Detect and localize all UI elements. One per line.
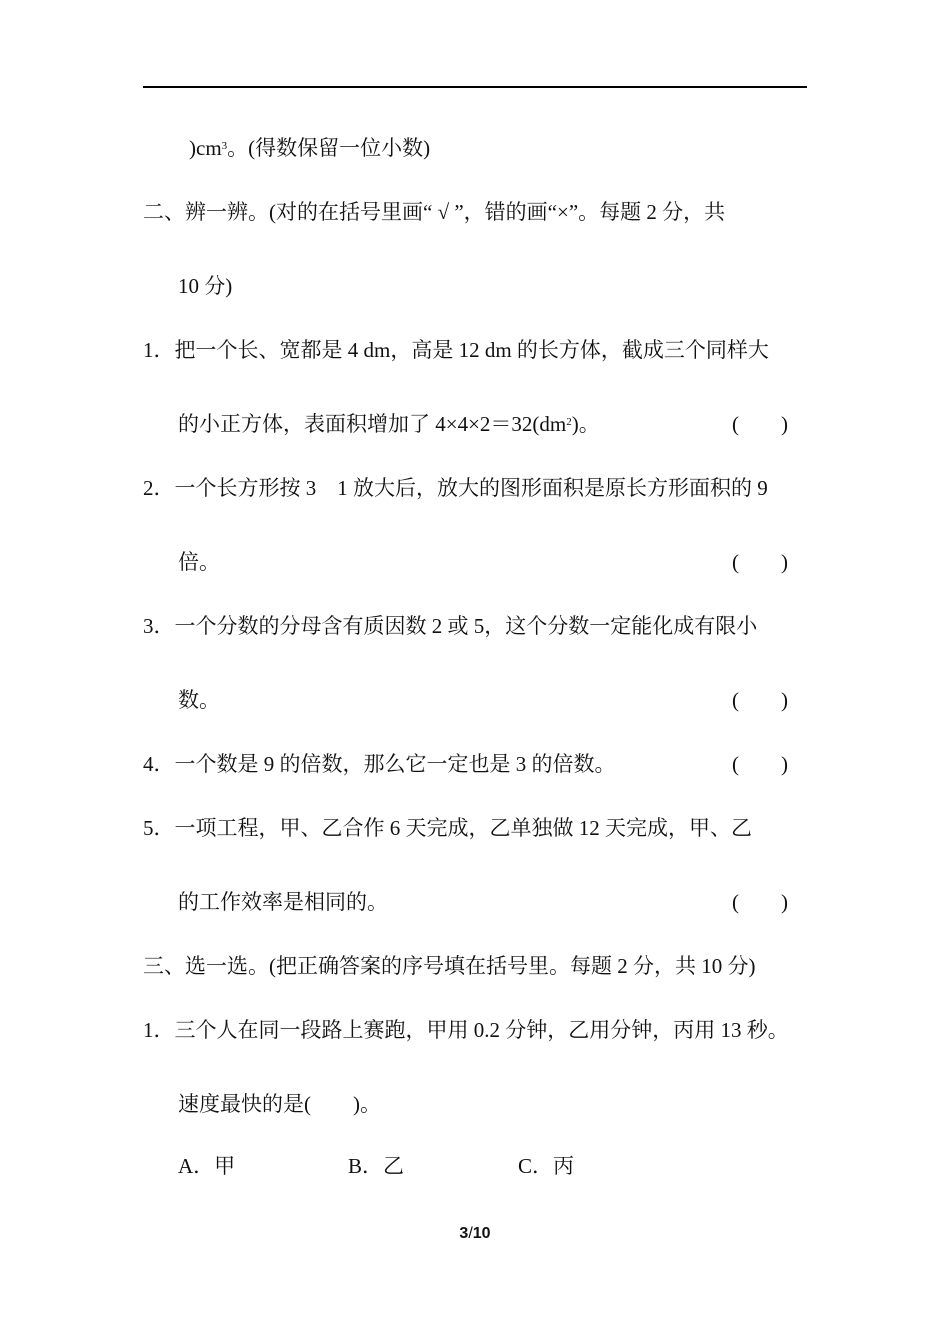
item-number: 1． [143, 1018, 175, 1042]
answer-blank-5[interactable]: ( ) [732, 890, 788, 914]
judge-item-3-line1 [143, 612, 757, 640]
judge-item-3-line2: 数。 [178, 688, 220, 712]
carryover-prefix: )cm [189, 136, 222, 160]
judge-item-5-line1 [143, 814, 752, 842]
item-text: 三个人在同一段路上赛跑，甲用 0.2 分钟，乙用分钟，丙用 13 秒。 [174, 1018, 789, 1042]
item-number: 3． [143, 614, 175, 638]
answer-blank-4[interactable]: ( ) [732, 752, 788, 776]
page-separator: / [468, 1225, 473, 1242]
section3-heading: 三、选一选。(把正确答案的序号填在括号里。每题 2 分，共 10 分) [143, 954, 756, 978]
header-rule [143, 86, 807, 88]
item-text: 一个数是 9 的倍数，那么它一定也是 3 的倍数。 [174, 752, 616, 776]
carryover-line [189, 134, 430, 162]
item-text: )。 [571, 412, 600, 436]
item-text: 一个分数的分母含有质因数 2 或 5，这个分数一定能化成有限小 [174, 614, 758, 638]
answer-blank-1[interactable]: ( ) [732, 412, 788, 436]
option-b[interactable]: B．乙 [348, 1154, 405, 1178]
section2-heading: 二、辨一辨。(对的在括号里画“ √ ”，错的画“×”。每题 2 分，共 [143, 200, 726, 224]
carryover-superscript: 3 [221, 140, 228, 152]
item-text: 把一个长、宽都是 4 dm，高是 12 dm 的长方体，截成三个同样大 [174, 338, 769, 362]
option-c[interactable]: C．丙 [518, 1154, 575, 1178]
judge-item-1-line2 [178, 410, 600, 438]
page-number [0, 1225, 950, 1243]
section2-heading-continued: 10 分) [178, 274, 233, 298]
item-text: 的小正方体，表面积增加了 4×4×2＝32(dm [178, 412, 567, 436]
answer-blank-3[interactable]: ( ) [732, 688, 788, 712]
judge-item-1-line1 [143, 336, 769, 364]
choice-item-1-line1 [143, 1016, 789, 1044]
choice-item-1-line2: 速度最快的是( )。 [178, 1092, 381, 1116]
judge-item-4-line1 [143, 750, 616, 778]
option-a[interactable]: A．甲 [178, 1154, 236, 1178]
item-number: 1． [143, 338, 175, 362]
page-total: 10 [472, 1225, 491, 1242]
page-current: 3 [459, 1225, 469, 1242]
item-superscript: 2 [566, 416, 572, 428]
judge-item-2-line1 [143, 474, 768, 502]
judge-item-2-line2: 倍。 [178, 550, 220, 574]
item-number: 4． [143, 752, 175, 776]
item-text: 一项工程，甲、乙合作 6 天完成，乙单独做 12 天完成，甲、乙 [174, 816, 752, 840]
item-text: 一个长方形按 3 1 放大后，放大的图形面积是原长方形面积的 9 [174, 476, 768, 500]
item-number: 2． [143, 476, 175, 500]
judge-item-5-line2: 的工作效率是相同的。 [178, 890, 388, 914]
carryover-suffix: 。(得数保留一位小数) [227, 136, 431, 160]
item-number: 5． [143, 816, 175, 840]
answer-blank-2[interactable]: ( ) [732, 550, 788, 574]
